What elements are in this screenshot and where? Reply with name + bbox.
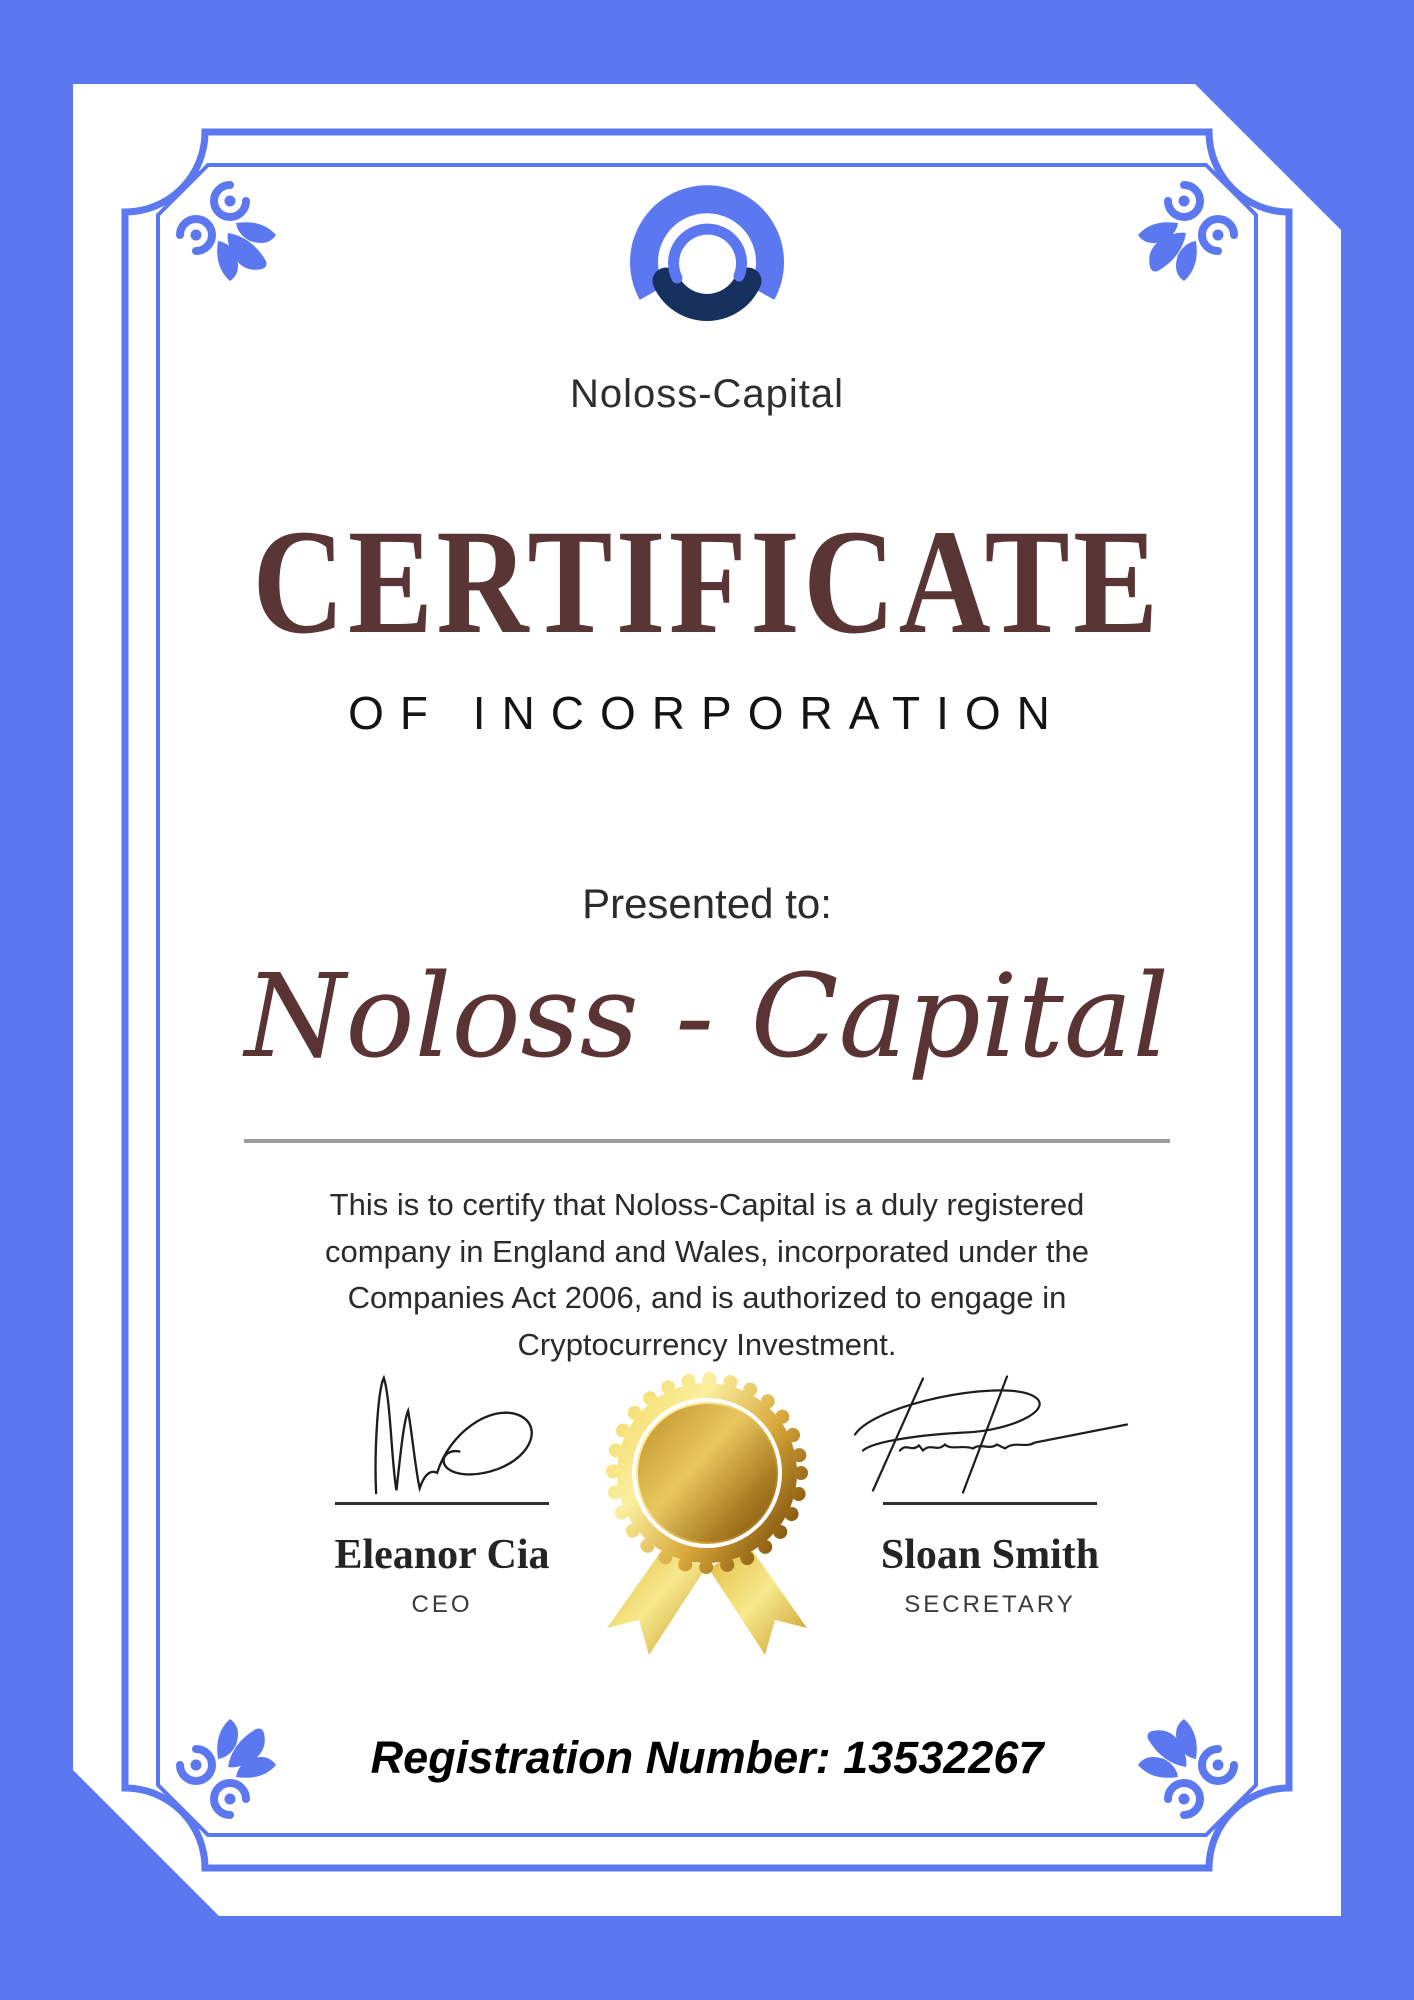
brand-logo-icon — [627, 178, 787, 358]
signature-secretary-icon — [845, 1372, 1135, 1498]
signature-line — [335, 1502, 549, 1505]
signatory-role: SECRETARY — [904, 1591, 1076, 1618]
certificate-subtitle: OF INCORPORATION — [348, 687, 1066, 739]
signatory-left — [282, 1372, 602, 1619]
recipient-underline — [244, 1139, 1170, 1143]
recipient-name: Noloss - Capital — [244, 950, 1170, 1084]
signatory-name: Sloan Smith — [880, 1532, 1100, 1578]
signatory-right — [830, 1372, 1150, 1619]
presented-to-label: Presented to: — [582, 880, 832, 927]
signature-line — [883, 1502, 1097, 1505]
registration-number: Registration Number: 13532267 — [370, 1732, 1044, 1783]
signatory-name: Eleanor Cia — [334, 1532, 550, 1578]
certification-statement: This is to certify that Noloss-Capital is a duly registered company in England and Wales, incorporated under the Companies Act 2006, and is authorized to engage in Cryptocurrency Investment. — [325, 1187, 1089, 1362]
brand-name: Noloss-Capital — [569, 372, 845, 416]
signature-ceo-icon — [332, 1372, 552, 1498]
gold-medal-icon — [572, 1358, 842, 1658]
certificate-title: CERTIFICATE — [252, 499, 1162, 665]
signatory-role: CEO — [411, 1591, 473, 1618]
